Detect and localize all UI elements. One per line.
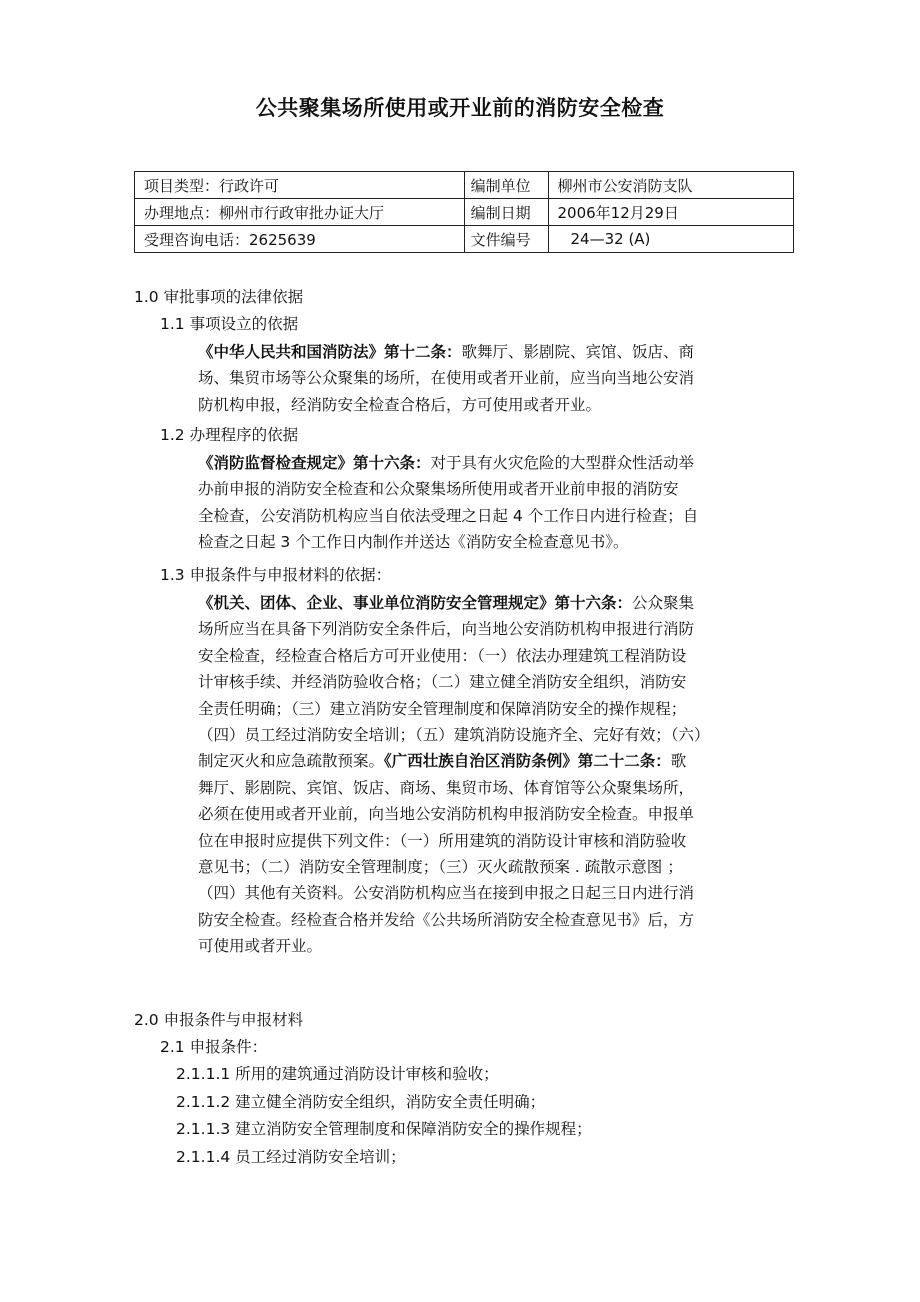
text-line xyxy=(198,748,798,774)
text-line xyxy=(198,590,798,616)
section-2-heading: 2.0 申报条件与申报材料 xyxy=(134,1011,304,1029)
text-line: 意见书；（二）消防安全管理制度；（三）灭火疏散预案 . 疏散示意图 ； xyxy=(198,858,683,877)
text-line: 可使用或者开业。 xyxy=(198,937,323,956)
text-line: 计审核手续、并经消防验收合格；（二）建立健全消防安全组织，消防安 xyxy=(198,673,687,692)
section-1-2-heading: 1.2 办理程序的依据 xyxy=(160,426,299,444)
info-row xyxy=(135,172,794,199)
info-row xyxy=(135,226,794,253)
text-line: 场所应当在具备下列消防安全条件后，向当地公安消防机构申报进行消防 xyxy=(198,620,695,639)
text-line: 检查之日起 3 个工作日内制作并送达《消防安全检查意见书》。 xyxy=(198,533,629,552)
info-row xyxy=(135,199,794,226)
text-line: 防机构申报，经消防安全检查合格后，方可使用或者开业。 xyxy=(198,395,602,414)
page-title: 公共聚集场所使用或开业前的消防安全检查 xyxy=(255,96,665,120)
section-1-heading: 1.0 审批事项的法律依据 xyxy=(134,288,304,306)
text-span: 歌 xyxy=(670,752,687,771)
text-span: 制定灭火和应急疏散预案。 xyxy=(198,752,385,771)
section-1-3-heading: 1.3 申报条件与申报材料的依据： xyxy=(160,566,392,584)
text-line: 位在申报时应提供下列文件：（一）所用建筑的消防设计审核和消防验收 xyxy=(198,831,687,850)
list-item: 2.1.1.4 员工经过消防安全培训； xyxy=(176,1148,406,1166)
text-line: 办前申报的消防安全检查和公众聚集场所使用或者开业前申报的消防安 xyxy=(198,480,679,499)
text-line: 必须在使用或者开业前，向当地公安消防机构申报消防安全检查。申报单 xyxy=(198,805,695,824)
section-1-1-body xyxy=(198,339,798,418)
text-line: 场、集贸市场等公众聚集的场所，在使用或者开业前，应当向当地公安消 xyxy=(198,369,695,388)
location-cell: 办理地点：柳州市行政审批办证大厅 xyxy=(135,199,465,226)
text-span: 歌舞厅、影剧院、宾馆、饭店、商 xyxy=(461,343,695,361)
text-line: 防安全检查。经检查合格并发给《公共场所消防安全检查意见书》后，方 xyxy=(198,910,695,929)
date-label-cell: 编制日期 xyxy=(464,199,548,226)
text-line: 安全检查，经检查合格后方可开业使用：（一）依法办理建筑工程消防设 xyxy=(198,646,687,665)
list-item: 2.1.1.1 所用的建筑通过消防设计审核和验收； xyxy=(176,1065,499,1083)
section-1-2-body xyxy=(198,450,798,556)
law-citation: 《消防监督检查规定》第十六条： xyxy=(198,454,431,472)
doc-value-cell: 24—32 (A) xyxy=(548,226,794,253)
project-type-cell: 项目类型：行政许可 xyxy=(135,172,465,199)
unit-label-cell: 编制单位 xyxy=(464,172,548,199)
doc-label-cell: 文件编号 xyxy=(464,226,548,253)
text-line: （四）员工经过消防安全培训；（五）建筑消防设施齐全、完好有效；（六） xyxy=(198,726,710,745)
text-line: 全责任明确；（三）建立消防安全管理制度和保障消防安全的操作规程； xyxy=(198,699,687,718)
phone-cell: 受理咨询电话：2625639 xyxy=(135,226,465,253)
section-2-1-heading: 2.1 申报条件： xyxy=(160,1038,268,1056)
law-citation: 《中华人民共和国消防法》第十二条： xyxy=(198,343,462,361)
unit-value-cell: 柳州市公安消防支队 xyxy=(548,172,794,199)
text-line xyxy=(198,450,798,476)
info-table xyxy=(134,171,794,253)
law-citation: 《机关、团体、企业、事业单位消防安全管理规定》第十六条： xyxy=(198,594,633,612)
text-line: （四）其他有关资料。公安消防机构应当在接到申报之日起三日内进行消 xyxy=(198,884,695,903)
text-line: 全检查，公安消防机构应当自依法受理之日起 4 个工作日内进行检查；自 xyxy=(198,506,699,525)
section-1-1-heading: 1.1 事项设立的依据 xyxy=(160,315,299,333)
text-line: 舞厅、影剧院、宾馆、饭店、商场、集贸市场、体育馆等公众聚集场所， xyxy=(198,778,695,797)
date-value-cell: 2006年12月29日 xyxy=(548,199,794,226)
section-1-3-body xyxy=(198,590,798,960)
law-citation: 《广西壮族自治区消防条例》第二十二条： xyxy=(384,752,671,771)
list-item: 2.1.1.3 建立消防安全管理制度和保障消防安全的操作规程； xyxy=(176,1120,592,1138)
text-span: 对于具有火灾危险的大型群众性活动举 xyxy=(430,454,695,472)
text-line xyxy=(198,339,798,365)
text-span: 公众聚集 xyxy=(632,594,695,612)
list-item: 2.1.1.2 建立健全消防安全组织，消防安全责任明确； xyxy=(176,1093,546,1111)
